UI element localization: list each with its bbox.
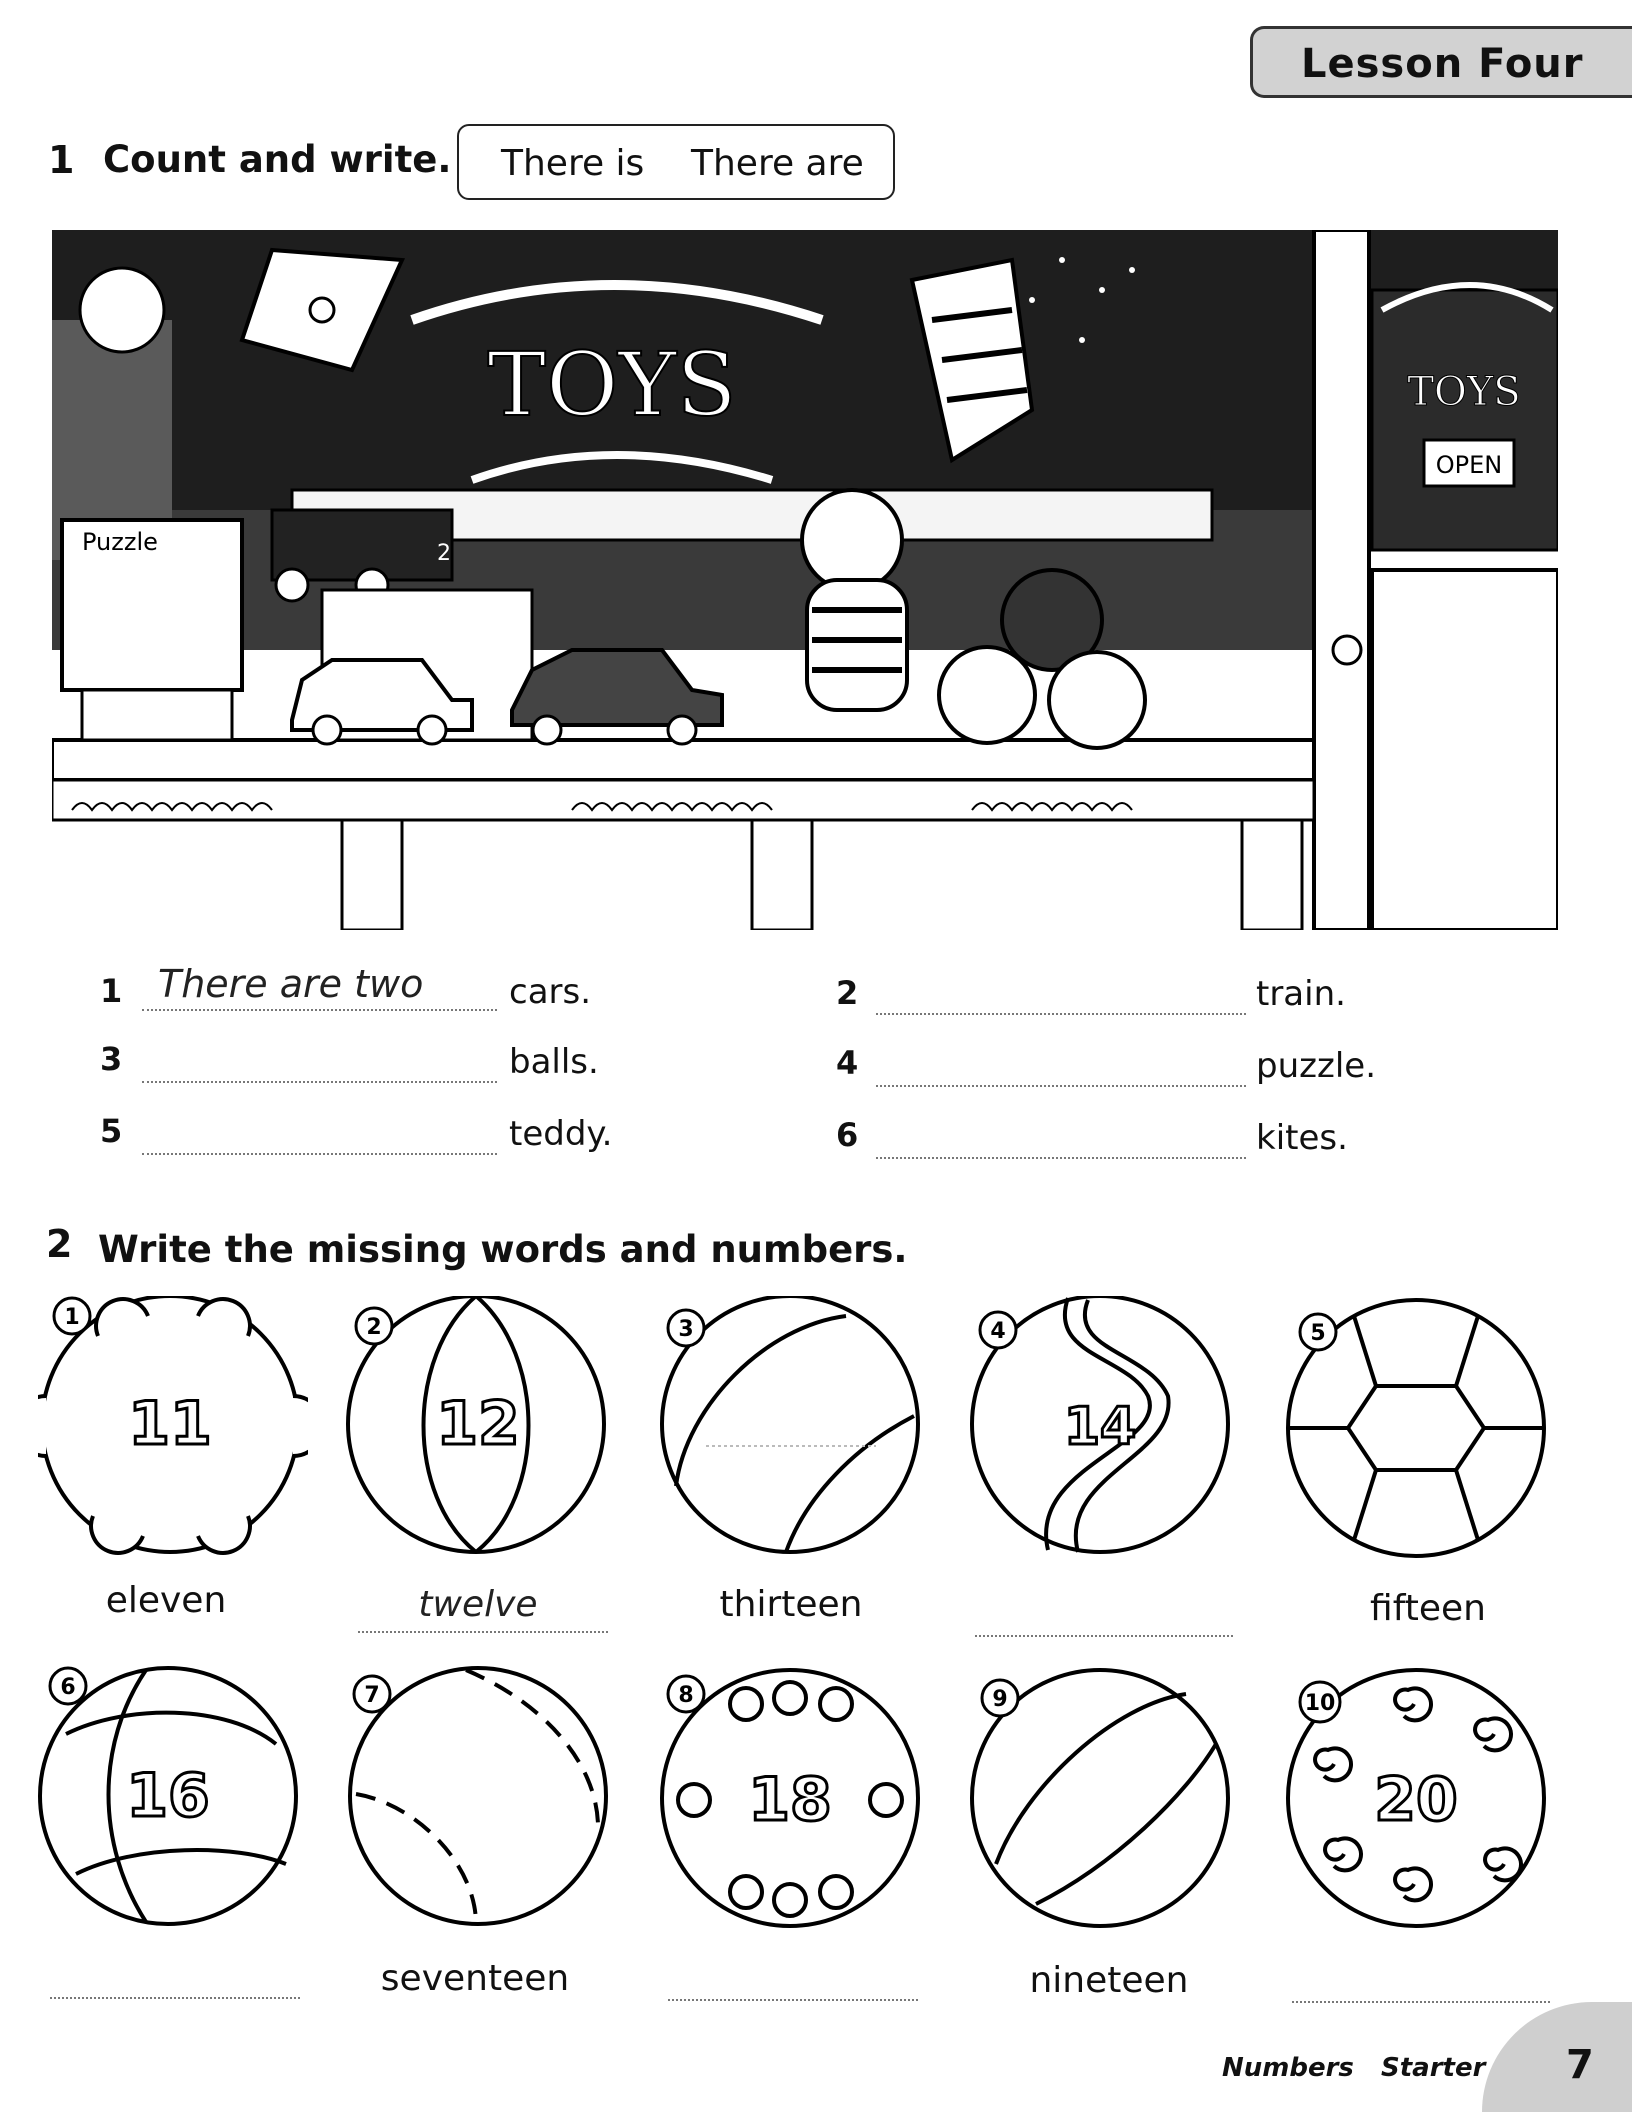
scene-door-toys-sign: TOYS	[1407, 369, 1521, 415]
exercise-5-word: teddy.	[509, 1114, 613, 1154]
exercise-1-answer: There are two	[158, 962, 424, 1006]
exercise-6-word: kites.	[1256, 1118, 1348, 1158]
ball-3	[656, 1296, 926, 1566]
ball-4	[968, 1296, 1238, 1566]
lesson-tab	[1250, 26, 1632, 98]
ball-1-badge: 1	[64, 1305, 80, 1330]
scene-toys-sign: TOYS	[487, 333, 737, 436]
section1-number: 1	[48, 138, 75, 182]
lesson-title: Lesson Four	[1301, 41, 1584, 87]
exercise-1-line[interactable]	[142, 1008, 497, 1011]
ball-5-word: fifteen	[1370, 1588, 1486, 1629]
ball-10-word-line[interactable]	[1292, 2000, 1550, 2003]
exercise-2-line[interactable]	[876, 1012, 1246, 1015]
exercise-1-number: 1	[100, 972, 123, 1010]
exercise-3-number: 3	[100, 1040, 123, 1078]
section2-title: Write the missing words and numbers.	[98, 1228, 908, 1271]
ball-8-badge: 8	[678, 1683, 694, 1708]
exercise-5-number: 5	[100, 1112, 123, 1150]
ball-2-word-line[interactable]	[358, 1630, 608, 1633]
section2-number: 2	[46, 1222, 73, 1266]
ball-1-number: 11	[128, 1389, 212, 1459]
ball-5-badge: 5	[1310, 1321, 1326, 1346]
ball-10	[1284, 1664, 1554, 1934]
page-number: 7	[1566, 2042, 1594, 2088]
ball-1	[38, 1296, 308, 1566]
exercise-6-number: 6	[836, 1116, 859, 1154]
ball-6-badge: 6	[60, 1675, 76, 1700]
exercise-4-line[interactable]	[876, 1084, 1246, 1087]
exercise-4-number: 4	[836, 1044, 859, 1082]
ball-9-badge: 9	[992, 1687, 1008, 1712]
ball-3-badge: 3	[678, 1317, 694, 1342]
ball-4-badge: 4	[990, 1319, 1006, 1344]
exercise-3-word: balls.	[509, 1042, 599, 1082]
ball-9-word: nineteen	[1029, 1960, 1189, 2001]
ball-6	[36, 1664, 306, 1934]
exercise-6-line[interactable]	[876, 1156, 1246, 1159]
ball-2-number: 12	[436, 1389, 520, 1459]
footer-topic: Numbers	[1222, 2053, 1354, 2083]
ball-1-word: eleven	[105, 1580, 227, 1621]
exercise-4-word: puzzle.	[1256, 1046, 1376, 1086]
page-corner	[1482, 2002, 1632, 2112]
ball-6-word-line[interactable]	[50, 1996, 300, 1999]
ball-8-number: 18	[748, 1765, 832, 1835]
toy-shop-illustration	[52, 230, 1558, 930]
ball-8-word-line[interactable]	[668, 1998, 918, 2001]
ball-7-badge: 7	[364, 1683, 380, 1708]
ball-2	[346, 1296, 616, 1566]
exercise-3-line[interactable]	[142, 1080, 497, 1083]
word-box-option-1: There is	[501, 143, 645, 184]
ball-2-badge: 2	[366, 1315, 382, 1340]
scene-train-number: 2	[437, 541, 451, 566]
ball-6-number: 16	[126, 1761, 210, 1831]
scene-puzzle-label: Puzzle	[82, 528, 158, 556]
ball-8	[656, 1664, 926, 1934]
word-box	[457, 124, 895, 200]
exercise-1-word: cars.	[509, 972, 592, 1012]
ball-2-word: twelve	[418, 1584, 538, 1625]
ball-5	[1284, 1296, 1554, 1566]
ball-10-badge: 10	[1304, 1691, 1336, 1716]
ball-7-word: seventeen	[380, 1958, 570, 1999]
exercise-5-line[interactable]	[142, 1152, 497, 1155]
section1-title: Count and write.	[103, 138, 452, 181]
exercise-2-number: 2	[836, 974, 859, 1012]
exercise-2-word: train.	[1256, 974, 1346, 1014]
scene-open-sign: OPEN	[1435, 451, 1503, 479]
ball-10-number: 20	[1374, 1765, 1458, 1835]
word-box-option-2: There are	[691, 143, 864, 184]
ball-3-word: thirteen	[719, 1584, 863, 1625]
footer-level: Starter	[1381, 2053, 1486, 2083]
ball-7	[346, 1664, 616, 1934]
ball-9	[966, 1664, 1236, 1934]
ball-4-number: 14	[1063, 1397, 1137, 1457]
ball-4-word-line[interactable]	[975, 1634, 1233, 1637]
